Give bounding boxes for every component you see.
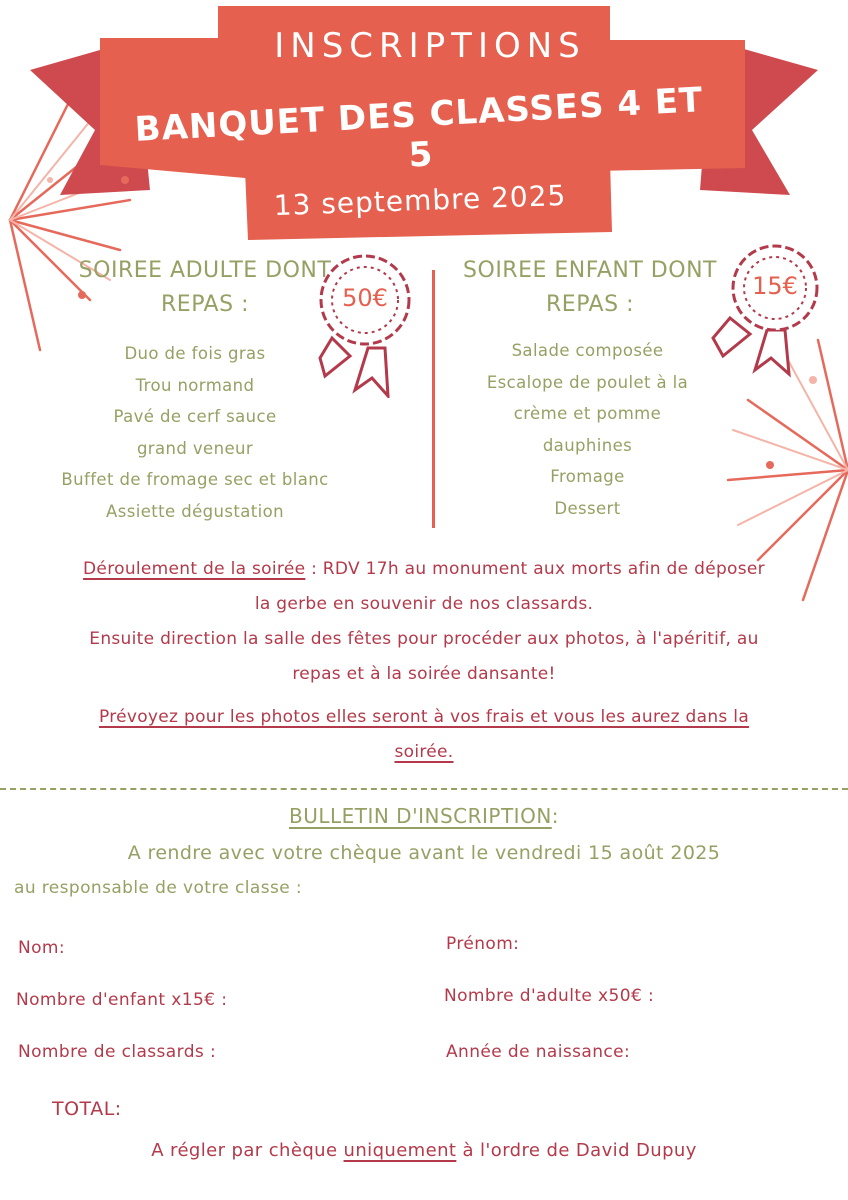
list-item: Fromage [550,467,625,486]
photo-note-line1: Prévoyez pour les photos elles seront à vos frais et vous les aurez dans la [98,707,750,727]
program-line2: la gerbe en souvenir de nos classards. [254,594,594,614]
program-paragraph [8,552,840,692]
list-item: dauphines [542,435,633,455]
list-item: Pavé de cerf sauce [113,407,277,426]
list-item: crème et pomme [513,404,662,423]
payment-post: à l'ordre de David Dupuy [456,1140,697,1161]
list-item: Dessert [554,498,621,518]
banner-kicker: INSCRIPTIONS [274,26,586,66]
nb-enfant-label: Nombre d'enfant x15€ : [16,990,228,1010]
total-label: TOTAL: [52,1098,122,1120]
child-title-line1: SOIREE ENFANT DONT [463,258,717,283]
photo-note [8,700,840,770]
page-title: BANQUET DES CLASSES 4 ET 5 [133,80,705,176]
adult-menu-list [30,338,360,527]
list-item: Trou normand [135,375,255,395]
payment-pre: A régler par chèque [151,1140,344,1161]
prenom-label: Prénom: [446,934,520,954]
annee-label: Année de naissance: [446,1042,631,1062]
nb-adulte-label: Nombre d'adulte x50€ : [444,986,655,1006]
adult-title [70,254,340,322]
column-divider [432,270,435,528]
nom-label: Nom: [18,938,66,958]
adult-title-line1: SOIREE ADULTE DONT [78,258,332,283]
list-item: Salade composée [511,341,664,360]
form-instruction: A rendre avec votre chèque avant le vendredi 15 août 2025 [127,842,721,864]
program-label: Déroulement de la soirée [83,559,306,579]
child-menu-list [460,335,715,524]
nb-classards-label: Nombre de classards : [18,1042,217,1062]
program-line1 [8,552,840,587]
dashed-separator [0,788,848,790]
child-title-line2: REPAS : [546,292,634,317]
child-price-badge [705,238,825,378]
list-item: Buffet de fromage sec et blanc [61,470,329,489]
list-item: Duo de fois gras [124,344,266,363]
adult-title-line2: REPAS : [161,292,249,317]
list-item: Escalope de poulet à la [486,372,689,392]
event-date: 13 septembre 2025 [273,178,567,223]
payment-emph: uniquement [343,1140,457,1161]
child-price: 15€ [752,272,798,300]
adult-price: 50€ [342,284,388,312]
list-item: Assiette dégustation [106,501,284,521]
form-instruction-2: au responsable de votre classe : [14,878,302,898]
program-line1-rest: : RDV 17h au monument aux morts afin de déposer [305,559,765,579]
photo-note-line2: soirée. [394,742,454,762]
form-title [0,804,848,828]
program-line4: repas et à la soirée dansante! [292,664,556,684]
form-title-suffix: : [551,804,560,828]
child-title [455,254,725,322]
program-line3: Ensuite direction la salle des fêtes pour procéder aux photos, à l'apéritif, au [89,629,759,649]
list-item: grand veneur [136,438,254,458]
form-title-text: BULLETIN D'INSCRIPTION [288,804,552,828]
payment-note [0,1140,848,1161]
